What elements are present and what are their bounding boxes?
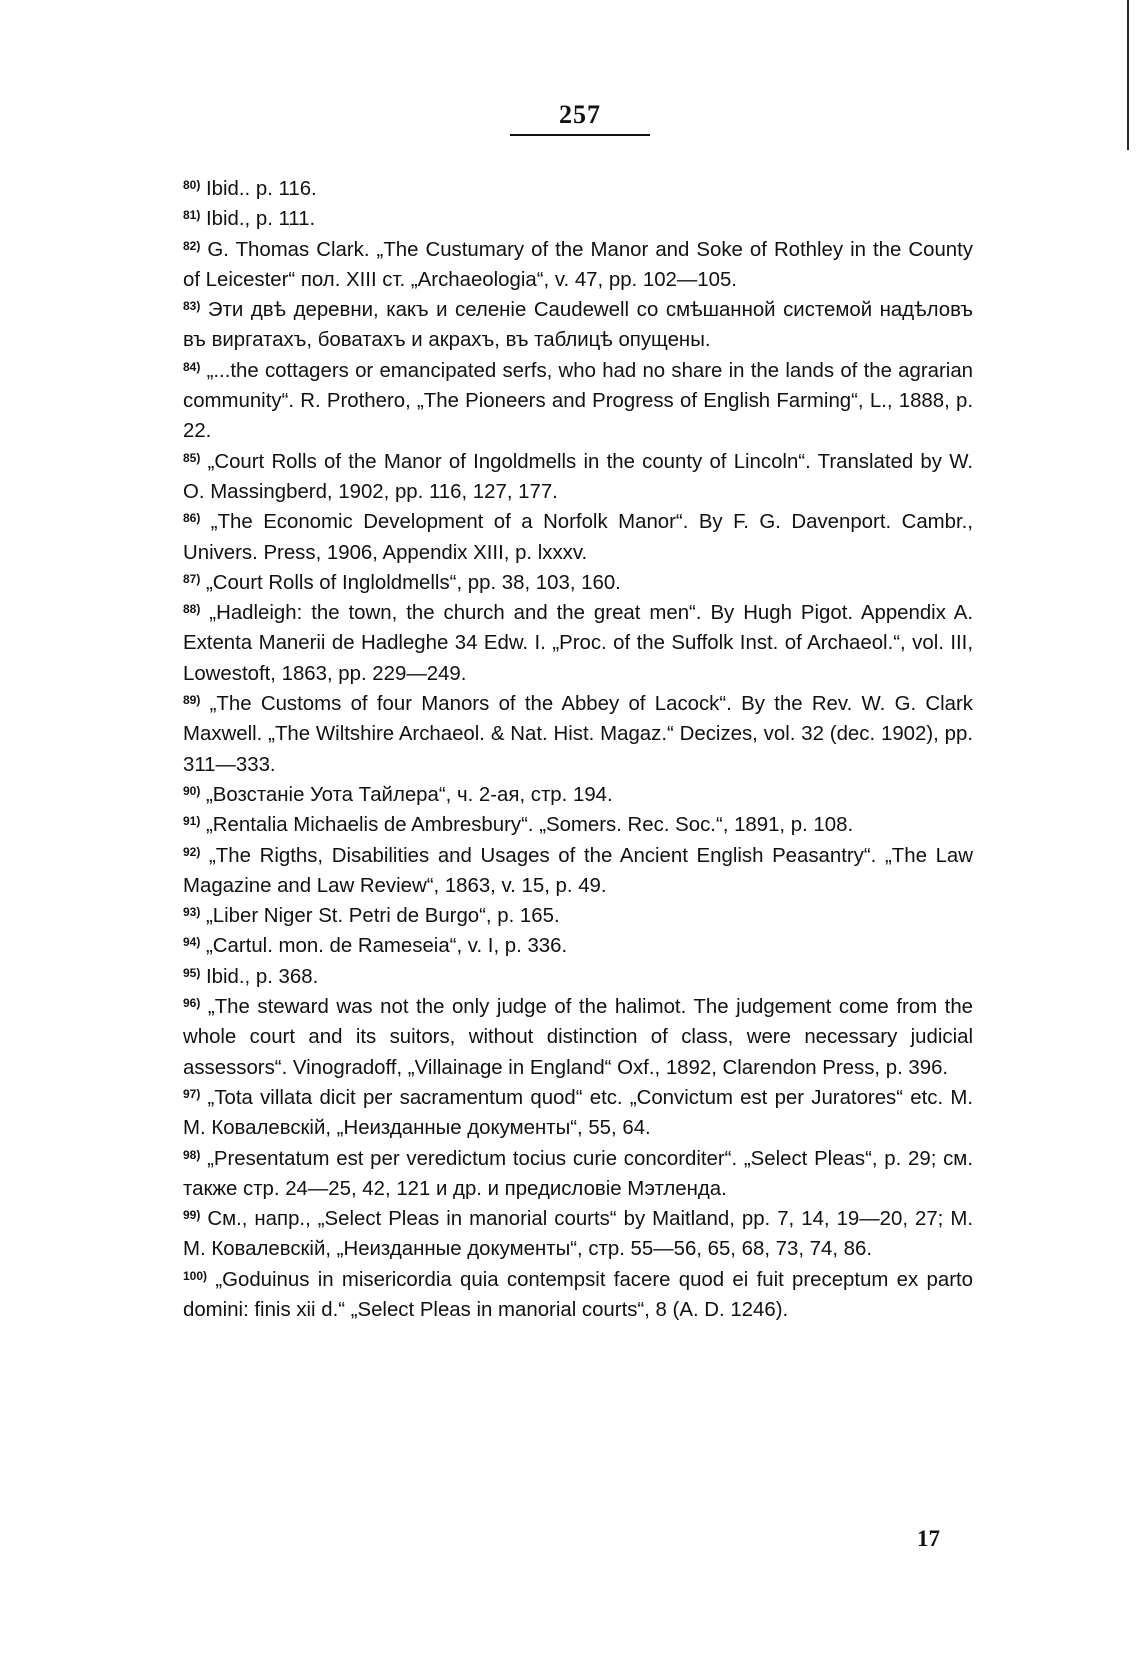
footnote-number: 90) <box>183 783 201 798</box>
footnote-number: 94) <box>183 935 201 950</box>
footnote-text: „The Rigths, Disabilities and Usages of the Ancient English Peasantry“. „The Law Magazine and Law Review“, 1863, v. 15, p. 49. <box>183 844 973 897</box>
footnote-number: 87) <box>183 571 201 586</box>
footnote <box>183 507 973 568</box>
footnote-number: 92) <box>183 844 201 859</box>
footnote-number: 91) <box>183 814 201 829</box>
footnote-text: „The Customs of four Manors of the Abbey of Lacock“. By the Rev. W. G. Clark Maxwell. „The Wiltshire Archaeol. & Nat. Hist. Magaz.“ Decizes, vol. 32 (dec. 1902), pp. 311—333. <box>183 693 973 776</box>
footnote <box>183 174 973 204</box>
footnote-text: „...the cottagers or emancipated serfs, who had no share in the lands of the agrarian community“. R. Prothero, „The Pioneers and Progress of English Farming“, L., 1888, p. 22. <box>183 359 973 443</box>
footnote <box>183 235 973 296</box>
footnote <box>183 1083 973 1144</box>
footnote <box>183 780 973 810</box>
footnote-number: 89) <box>183 693 201 708</box>
footnote <box>183 810 973 840</box>
footnote-text: „Liber Niger St. Petri de Burgo“, p. 165. <box>200 905 560 928</box>
footnote-text: „Goduinus in misericordia quia contempsit facere quod ei fuit preceptum ex parto domini: finis xii d.“ „Select Pleas in manorial courts“, 8 (A. D. 1246). <box>183 1268 973 1321</box>
footnote <box>183 204 973 234</box>
footnote <box>183 931 973 961</box>
footnote-text: „Cartul. mon. de Rameseia“, v. I, p. 336. <box>200 935 568 958</box>
footnote-number: 83) <box>183 299 201 314</box>
footnote-number: 80) <box>183 178 201 192</box>
footnote-number: 82) <box>183 238 201 253</box>
footnote <box>183 962 973 992</box>
page-number: 257 <box>559 100 601 129</box>
footnote <box>183 1204 973 1265</box>
header-rule <box>510 134 650 136</box>
footnote-number: 81) <box>183 208 201 223</box>
signature-mark: 17 <box>917 1526 940 1551</box>
footnote <box>183 356 973 447</box>
footnote-text: „Court Rolls of the Manor of Ingoldmells in the county of Lincoln“. Translated by W. O. Massingberd, 1902, pp. 116, 127, 177. <box>183 450 973 503</box>
footnote <box>183 689 973 780</box>
page-header <box>510 100 650 136</box>
footnote <box>183 598 973 689</box>
footnote-number: 96) <box>183 996 201 1011</box>
footnote-text: „Court Rolls of Ingloldmells“, pp. 38, 103, 160. <box>200 571 621 594</box>
footnotes <box>183 174 973 1325</box>
footnote-text: Ibid.. p. 116. <box>200 178 317 200</box>
footnote <box>183 1144 973 1205</box>
footnote-text: „Hadleigh: the town, the church and the great men“. By Hugh Pigot. Appendix A. Extenta Manerii de Hadleghe 34 Edw. I. „Proc. of the Suffolk Inst. of Archaeol.“, vol. III, Lowestoft, 1863, pp. 229—249. <box>183 602 973 685</box>
footnote-number: 84) <box>183 359 201 374</box>
footnote <box>183 1265 973 1326</box>
footnote-text: Ibid., p. 111. <box>200 208 316 231</box>
footnote-text: G. Thomas Clark. „The Custumary of the Manor and Soke of Rothley in the County of Leicester“ пол. XIII ст. „Archaeologia“, v. 47, pp. 102—105. <box>183 238 973 291</box>
footnote-number: 95) <box>183 965 201 980</box>
footnote <box>183 841 973 902</box>
footnote-number: 99) <box>183 1208 201 1223</box>
footnote-text: „Tota villata dicit per sacramentum quod“ etc. „Convictum est per Juratores“ etc. M. M. Ковалевскiй, „Неизданные документы“, 55, 64. <box>183 1086 973 1140</box>
footnote-text: „The steward was not the only judge of the halimot. The judgement come from the whole court and its suitors, without distinction of class, were necessary judicial assessors“. Vinogradoff, „Villainage in England“ Oxf., 1892, Clarendon Press, p. 396. <box>183 996 973 1079</box>
footnote-number: 98) <box>183 1147 201 1162</box>
footnote-number: 85) <box>183 450 201 465</box>
footnote <box>183 295 973 356</box>
footnote <box>183 992 973 1083</box>
footnote <box>183 447 973 508</box>
footnote <box>183 568 973 598</box>
footnote-text: „The Economic Development of a Norfolk Manor“. By F. G. Davenport. Cambr., Univers. Press, 1906, Appendix XIII, p. lxxxv. <box>183 511 973 564</box>
scan-edge-line <box>1127 0 1129 150</box>
footnote-text: Ibid., p. 368. <box>200 965 319 988</box>
footnote-number: 88) <box>183 602 201 617</box>
footnote-text: Эти двѣ деревни, какъ и селенiе Caudewell со смѣшанной системой надѣловъ въ виргатахъ, боватахъ и акрахъ, въ таблицѣ опущены. <box>183 299 973 352</box>
footnote-text: „Presentatum est per veredictum tocius curie concorditer“. „Select Pleas“, p. 29; см. также стр. 24—25, 42, 121 и др. и предисловiе Мэтленда. <box>183 1147 973 1200</box>
footnote-text: См., напр., „Select Pleas in manorial courts“ by Maitland, pp. 7, 14, 19—20, 27; М. М. Ковалевскiй, „Неизданные документы“, стр. 55—56, 65, 68, 73, 74, 86. <box>183 1208 973 1261</box>
footnote <box>183 901 973 931</box>
footnote-number: 97) <box>183 1086 201 1101</box>
footnote-number: 100) <box>183 1268 208 1283</box>
footnote-number: 86) <box>183 511 201 526</box>
footnote-text: „Rentalia Michaelis de Ambresbury“. „Somers. Rec. Soc.“, 1891, p. 108. <box>200 814 854 837</box>
footnote-text: „Возстанiе Уота Тайлера“, ч. 2-ая, стр. 194. <box>200 783 613 806</box>
footnote-number: 93) <box>183 905 201 920</box>
